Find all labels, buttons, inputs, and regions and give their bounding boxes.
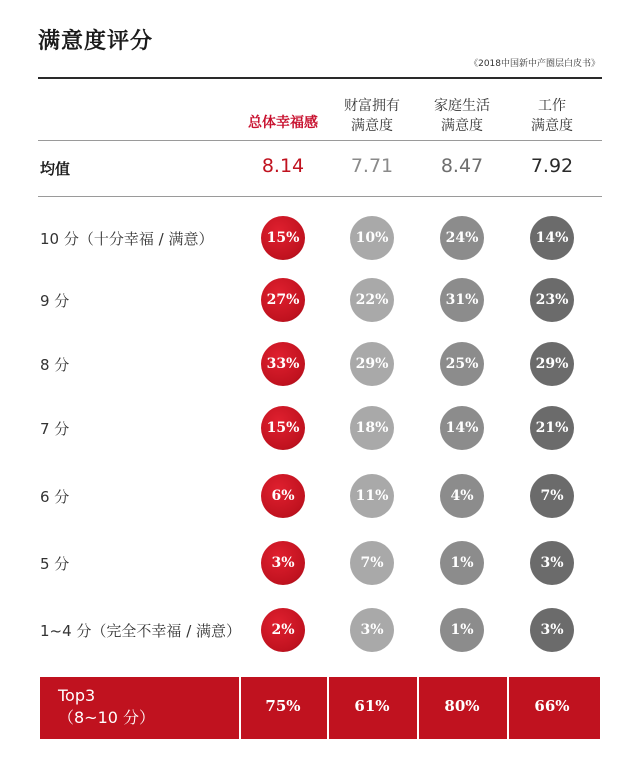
value-bubble-wealth: 3% bbox=[350, 608, 394, 652]
column-header-family bbox=[412, 96, 512, 136]
value-bubble-wealth: 18% bbox=[350, 406, 394, 450]
column-header-overall bbox=[233, 113, 333, 133]
row-label: 9 分 bbox=[40, 292, 70, 310]
value-bubble-family: 31% bbox=[440, 278, 484, 322]
column-header-line1: 工作 bbox=[538, 98, 566, 114]
value-bubble-work: 21% bbox=[530, 406, 574, 450]
value-bubble-work: 29% bbox=[530, 342, 574, 386]
value-bubble-overall: 15% bbox=[261, 216, 305, 260]
value-bubble-overall: 33% bbox=[261, 342, 305, 386]
top3-label-line2: （8~10 分） bbox=[58, 708, 156, 727]
value-bubble-wealth: 7% bbox=[350, 541, 394, 585]
top3-value-wealth: 61% bbox=[354, 697, 390, 715]
value-bubble-overall: 3% bbox=[261, 541, 305, 585]
value-bubble-wealth: 29% bbox=[350, 342, 394, 386]
value-bubble-family: 4% bbox=[440, 474, 484, 518]
mean-value-overall: 8.14 bbox=[261, 155, 305, 177]
row-label: 6 分 bbox=[40, 488, 70, 506]
top3-value-work: 66% bbox=[534, 697, 570, 715]
source-note: 《2018中国新中产圈层白皮书》 bbox=[469, 59, 600, 69]
value-bubble-overall: 6% bbox=[261, 474, 305, 518]
value-bubble-overall: 15% bbox=[261, 406, 305, 450]
value-bubble-work: 7% bbox=[530, 474, 574, 518]
row-label: 8 分 bbox=[40, 356, 70, 374]
value-bubble-family: 1% bbox=[440, 608, 484, 652]
value-bubble-wealth: 22% bbox=[350, 278, 394, 322]
value-bubble-wealth: 10% bbox=[350, 216, 394, 260]
mean-value-work: 7.92 bbox=[530, 155, 574, 177]
top3-label-line1: Top3 bbox=[58, 686, 96, 705]
top3-value-overall: 75% bbox=[265, 697, 301, 715]
row-label: 5 分 bbox=[40, 555, 70, 573]
value-bubble-work: 14% bbox=[530, 216, 574, 260]
column-header-line2: 满意度 bbox=[351, 118, 393, 134]
value-bubble-wealth: 11% bbox=[350, 474, 394, 518]
mean-value-family: 8.47 bbox=[440, 155, 484, 177]
value-bubble-work: 3% bbox=[530, 541, 574, 585]
column-header-work bbox=[502, 96, 602, 136]
value-bubble-work: 23% bbox=[530, 278, 574, 322]
header-rule bbox=[38, 140, 602, 141]
row-label: 7 分 bbox=[40, 420, 70, 438]
column-header-line1: 财富拥有 bbox=[344, 98, 400, 114]
column-header-line2: 满意度 bbox=[531, 118, 573, 134]
mean-label: 均值 bbox=[40, 160, 71, 178]
mean-value-wealth: 7.71 bbox=[350, 155, 394, 177]
value-bubble-family: 25% bbox=[440, 342, 484, 386]
value-bubble-overall: 2% bbox=[261, 608, 305, 652]
column-header-wealth bbox=[322, 96, 422, 136]
value-bubble-family: 24% bbox=[440, 216, 484, 260]
top3-value-family: 80% bbox=[444, 697, 480, 715]
value-bubble-overall: 27% bbox=[261, 278, 305, 322]
value-bubble-family: 1% bbox=[440, 541, 484, 585]
column-header-line1: 总体幸福感 bbox=[248, 115, 318, 131]
page-title: 满意度评分 bbox=[38, 29, 154, 54]
top3-label bbox=[58, 685, 155, 729]
mean-rule bbox=[38, 196, 602, 197]
row-label: 1~4 分（完全不幸福 / 满意） bbox=[40, 622, 242, 640]
top-rule bbox=[38, 77, 602, 79]
value-bubble-work: 3% bbox=[530, 608, 574, 652]
row-label: 10 分（十分幸福 / 满意） bbox=[40, 230, 214, 248]
top3-bar bbox=[40, 677, 600, 739]
column-header-line1: 家庭生活 bbox=[434, 98, 490, 114]
column-header-line2: 满意度 bbox=[441, 118, 483, 134]
value-bubble-family: 14% bbox=[440, 406, 484, 450]
